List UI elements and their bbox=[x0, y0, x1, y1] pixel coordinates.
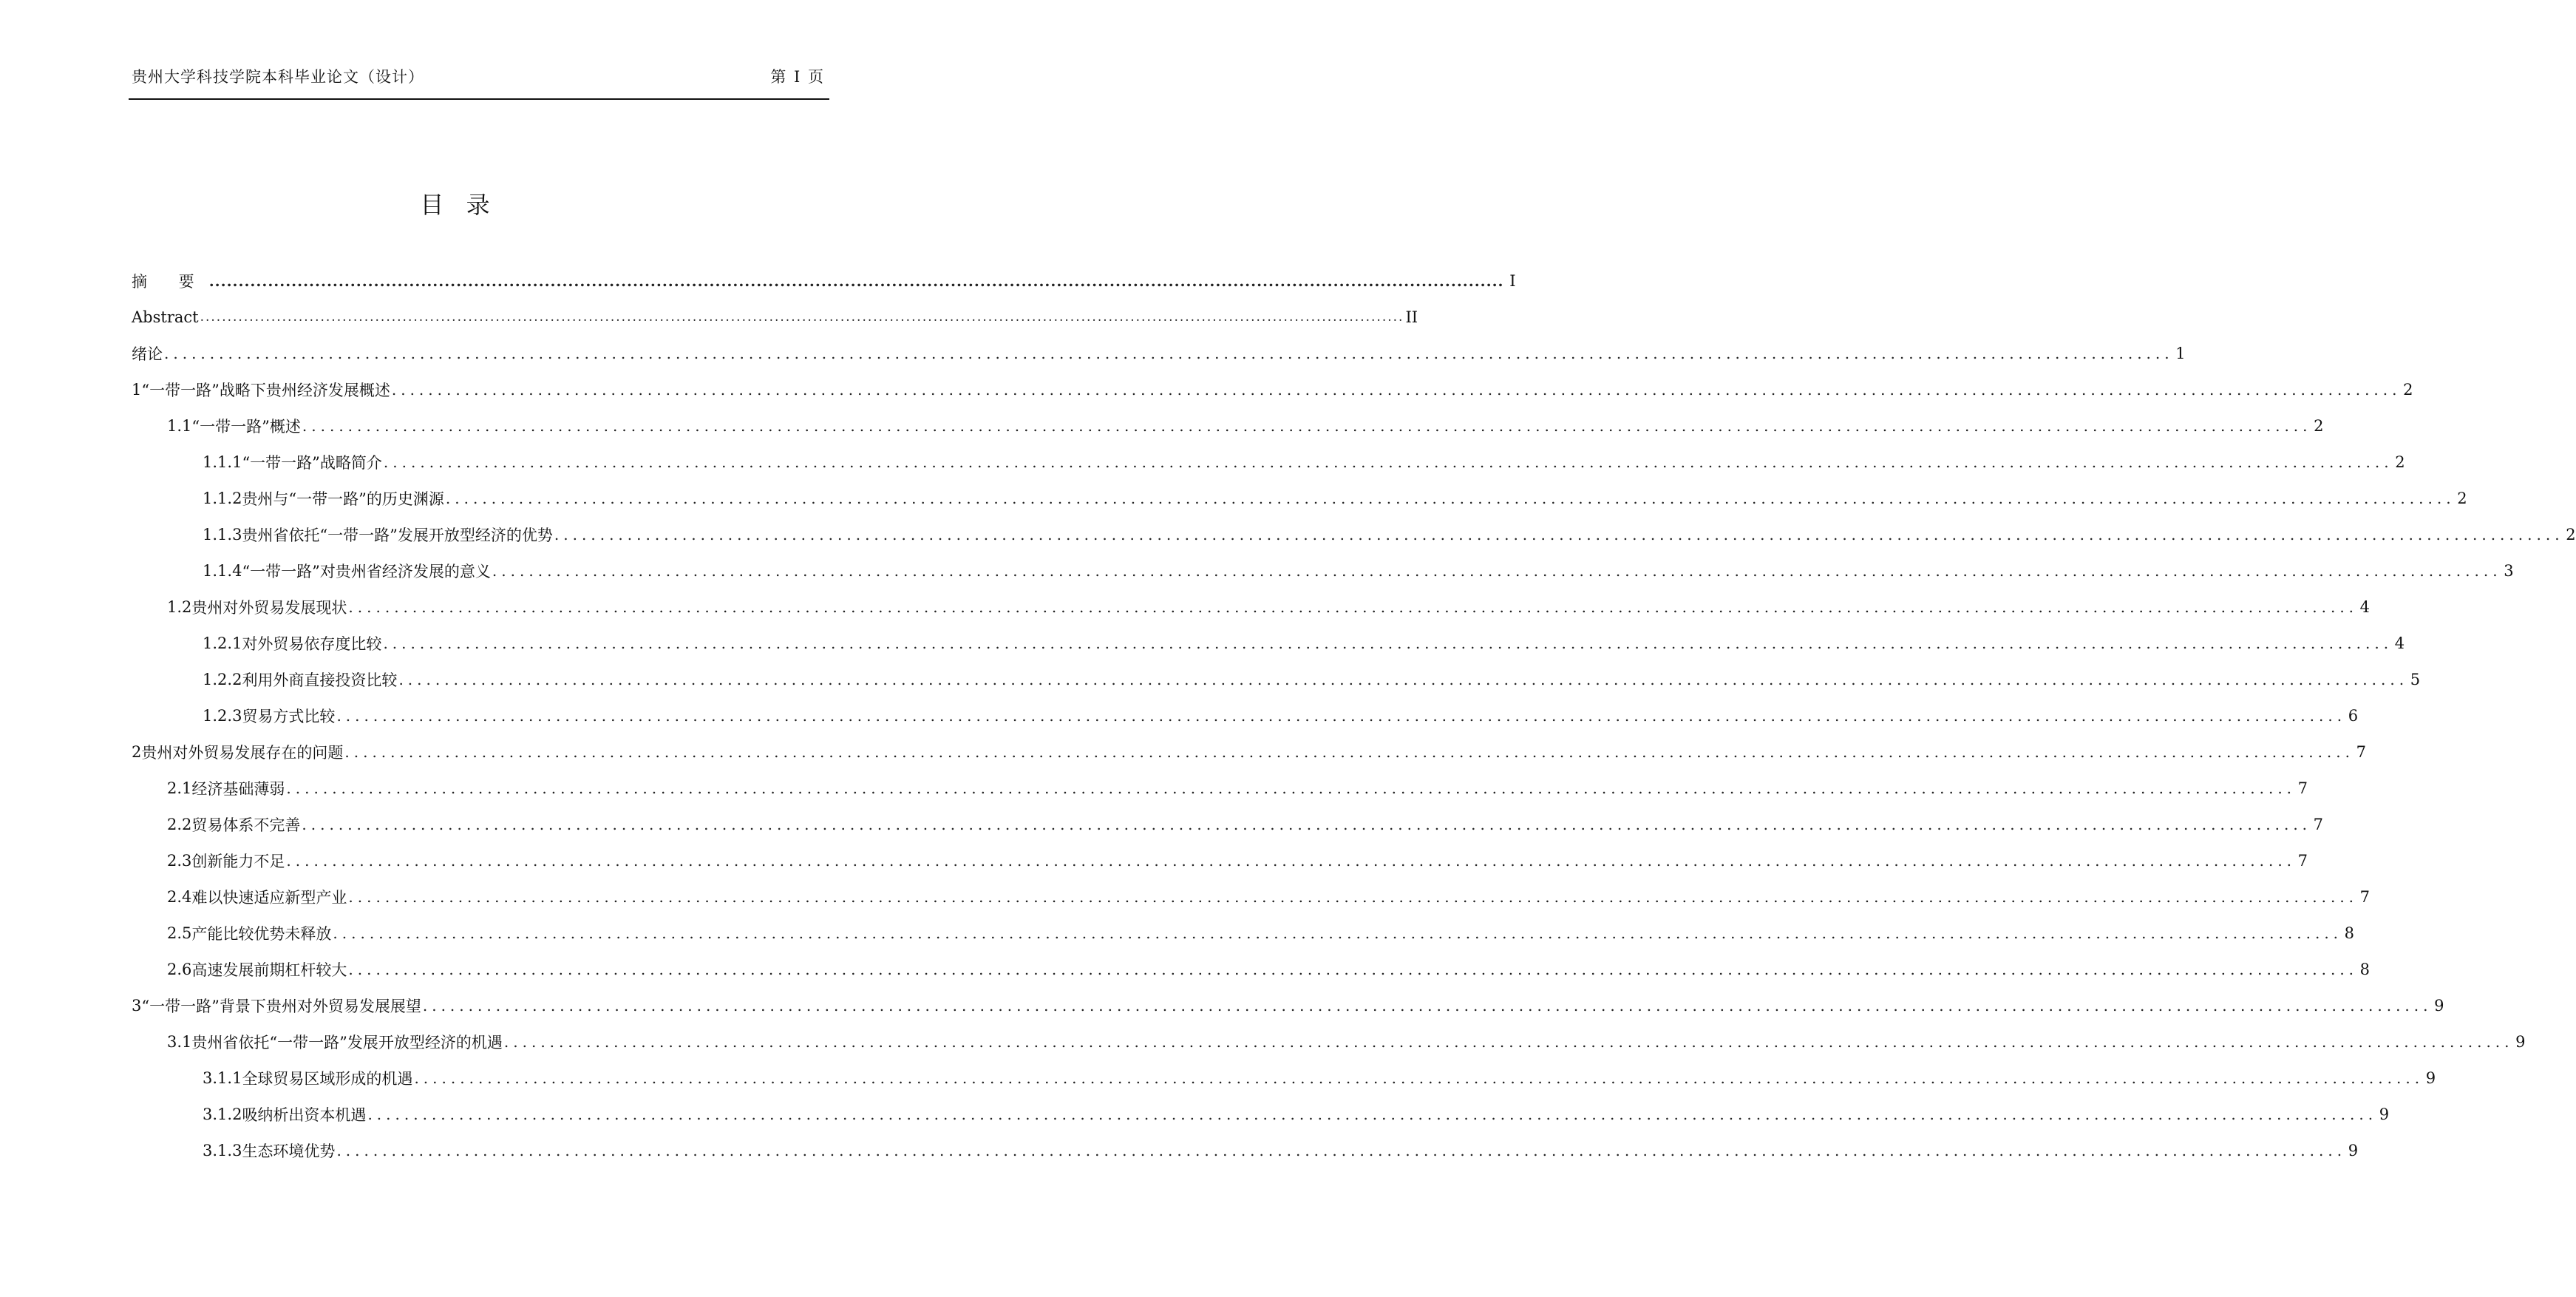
dot-leader: ............................................................................................................................................................................................................................ bbox=[398, 670, 2409, 688]
toc-entry-label: “一带一路”对贵州省经济发展的意义 bbox=[242, 562, 491, 580]
toc-entry[interactable] bbox=[132, 842, 2308, 878]
toc-entry[interactable] bbox=[132, 625, 2405, 661]
dot-leader: ............................................................................................................................................................................................................................ bbox=[554, 525, 2564, 543]
toc-entry[interactable] bbox=[132, 951, 2371, 987]
toc-entry-page-number: 9 bbox=[2348, 1141, 2359, 1159]
toc-entry-label: 贵州省依托“一带一路”发展开放型经济的机遇 bbox=[191, 1033, 503, 1052]
dot-leader: ............................................................................................................................................................................................................................ bbox=[383, 453, 2393, 471]
toc-entry-page-number: I bbox=[1509, 271, 1516, 290]
toc-entry-number: 1.2.2 bbox=[203, 670, 242, 688]
toc-entry-label: 对外贸易依存度比较 bbox=[242, 634, 382, 653]
toc-entry-number: 2.6 bbox=[167, 960, 192, 978]
dot-leader: ............................................................................................................................................................................................................................ bbox=[302, 815, 2312, 833]
toc-entry-label: 产能比较优势未释放 bbox=[191, 924, 332, 943]
toc-entry-page-number: 7 bbox=[2297, 851, 2308, 870]
toc-entry-label: 贸易体系不完善 bbox=[191, 816, 301, 834]
toc-entry[interactable] bbox=[132, 878, 2371, 915]
dot-leader: ............................................................................................................................................................................................................................ bbox=[348, 597, 2359, 616]
toc-entry-number: 1.1.2 bbox=[203, 489, 242, 507]
toc-entry-page-number: 1 bbox=[2175, 344, 2186, 362]
dot-leader: ............................................................................................................................................................................................................................ bbox=[336, 706, 2347, 725]
dot-leader: ............................................................................................................................................................................................................................ bbox=[286, 851, 2297, 870]
toc-entry-number: 2.4 bbox=[167, 887, 192, 906]
toc-entry-number: 1.1.1 bbox=[203, 453, 242, 471]
toc-entry-label: 摘 要 bbox=[132, 272, 208, 291]
toc-entry-label: 贵州对外贸易发展现状 bbox=[191, 598, 347, 617]
toc-entry-number: 2 bbox=[132, 742, 142, 761]
toc-entry-page-number: 2 bbox=[2403, 380, 2413, 399]
page-number-header: 第 I 页 bbox=[770, 68, 825, 86]
toc-entry-number: 3 bbox=[132, 996, 142, 1015]
toc-entry-number: 1.2.3 bbox=[203, 706, 242, 725]
dot-leader: ............................................................................................................................................................................................................................ bbox=[383, 634, 2393, 652]
toc-entry-label: 创新能力不足 bbox=[191, 852, 285, 870]
toc-entry[interactable] bbox=[132, 1096, 2390, 1132]
table-of-contents bbox=[132, 263, 2576, 1168]
toc-entry-label: 生态环境优势 bbox=[242, 1142, 336, 1160]
page-header bbox=[129, 65, 828, 95]
dot-leader: ............................................................................................................................................................................................................................ bbox=[391, 380, 2402, 399]
toc-entry[interactable] bbox=[132, 480, 2467, 516]
toc-entry-label: 贵州对外贸易发展存在的问题 bbox=[141, 743, 344, 762]
dot-leader: ............................................................................................................................................................................................................................ bbox=[344, 742, 2355, 761]
toc-entry-page-number: 6 bbox=[2348, 706, 2359, 725]
toc-entry-label: 高速发展前期杠杆较大 bbox=[191, 961, 347, 979]
toc-entry-number: 3.1 bbox=[167, 1032, 192, 1051]
toc-entry-page-number: 7 bbox=[2297, 779, 2308, 797]
toc-entry[interactable] bbox=[132, 1060, 2436, 1096]
toc-entry[interactable] bbox=[132, 770, 2308, 806]
toc-entry-page-number: 2 bbox=[2566, 525, 2576, 543]
toc-entry-page-number: 4 bbox=[2394, 634, 2405, 652]
toc-entry-label: 绪论 bbox=[132, 345, 163, 363]
dot-leader: ............................................................................................................................................................................................................................ bbox=[367, 1105, 2378, 1123]
toc-entry[interactable] bbox=[132, 697, 2359, 734]
toc-entry[interactable] bbox=[132, 552, 2514, 589]
toc-entry-number: 1.1.4 bbox=[203, 561, 242, 580]
toc-entry-page-number: 2 bbox=[2395, 453, 2405, 471]
toc-entry-label: Abstract bbox=[132, 308, 199, 326]
dot-leader: ............................................................................................................................................................................................................................ bbox=[348, 960, 2359, 978]
toc-entry-number: 1.1 bbox=[167, 416, 192, 435]
toc-entry-page-number: 8 bbox=[2359, 960, 2371, 978]
toc-entry-page-number: 3 bbox=[2504, 561, 2514, 580]
toc-entry-page-number: 9 bbox=[2515, 1032, 2526, 1051]
toc-entry[interactable] bbox=[132, 444, 2405, 480]
toc-entry[interactable] bbox=[132, 407, 2324, 444]
toc-title: 目 录 bbox=[420, 191, 497, 219]
toc-entry[interactable] bbox=[132, 806, 2324, 842]
toc-entry-page-number: 2 bbox=[2314, 416, 2324, 435]
toc-entry-page-number: 9 bbox=[2425, 1069, 2436, 1087]
toc-entry-page-number: 5 bbox=[2410, 670, 2421, 688]
toc-entry-page-number: 7 bbox=[2313, 815, 2324, 833]
toc-entry-label: 全球贸易区域形成的机遇 bbox=[242, 1069, 413, 1088]
dot-leader: ............................................................................................................................................................................................................................ bbox=[200, 309, 1404, 325]
dot-leader: ............................................................................................................................................................................................................................ bbox=[422, 996, 2433, 1015]
toc-entry-label: 难以快速适应新型产业 bbox=[191, 888, 347, 907]
dot-leader: ............................................................................................................................................................................................................................ bbox=[302, 416, 2312, 435]
dot-leader: ............................................................................................................................................................................................................................ bbox=[333, 924, 2343, 942]
toc-entry-page-number: 7 bbox=[2359, 887, 2371, 906]
toc-entry-number: 3.1.1 bbox=[203, 1069, 242, 1087]
toc-entry-label: “一带一路”战略下贵州经济发展概述 bbox=[141, 381, 390, 399]
toc-entry-label: “一带一路”战略简介 bbox=[242, 453, 382, 472]
toc-entry-number: 2.5 bbox=[167, 924, 192, 942]
dot-leader: ............................................................................................................................................................................................................................ bbox=[208, 271, 1504, 290]
thesis-header-title: 贵州大学科技学院本科毕业论文（设计） bbox=[132, 68, 424, 86]
dot-leader: ............................................................................................................................................................................................................................ bbox=[492, 561, 2502, 580]
toc-entry-page-number: II bbox=[1405, 308, 1418, 326]
toc-entry-label: 经济基础薄弱 bbox=[191, 779, 285, 798]
toc-entry[interactable] bbox=[132, 589, 2371, 625]
header-rule bbox=[129, 98, 829, 100]
toc-entry-number: 1.1.3 bbox=[203, 525, 242, 543]
toc-entry[interactable] bbox=[132, 299, 1418, 335]
toc-entry[interactable] bbox=[132, 516, 2576, 552]
toc-entry-label: “一带一路”背景下贵州对外贸易发展展望 bbox=[141, 997, 421, 1015]
toc-entry-page-number: 2 bbox=[2457, 489, 2467, 507]
toc-entry[interactable] bbox=[132, 987, 2444, 1023]
toc-entry[interactable] bbox=[132, 371, 2413, 407]
toc-entry-number: 2.1 bbox=[167, 779, 192, 797]
toc-entry-page-number: 8 bbox=[2344, 924, 2355, 942]
toc-entry-label: 贵州与“一带一路”的历史渊源 bbox=[242, 490, 444, 508]
toc-entry-number: 2.2 bbox=[167, 815, 192, 833]
toc-entry-page-number: 9 bbox=[2379, 1105, 2390, 1123]
toc-entry-number: 3.1.2 bbox=[203, 1105, 242, 1123]
toc-entry-page-number: 9 bbox=[2434, 996, 2444, 1015]
dot-leader: ............................................................................................................................................................................................................................ bbox=[164, 344, 2174, 362]
toc-entry-label: 贵州省依托“一带一路”发展开放型经济的优势 bbox=[242, 526, 553, 544]
toc-entry-label: 吸纳析出资本机遇 bbox=[242, 1105, 367, 1124]
toc-entry[interactable] bbox=[132, 734, 2367, 770]
toc-entry[interactable] bbox=[132, 661, 2421, 697]
toc-entry[interactable] bbox=[132, 1023, 2526, 1060]
toc-entry-label: 贸易方式比较 bbox=[242, 707, 336, 725]
toc-entry[interactable] bbox=[132, 915, 2355, 951]
toc-entry[interactable] bbox=[132, 335, 2186, 371]
dot-leader: ............................................................................................................................................................................................................................ bbox=[286, 779, 2297, 797]
toc-entry-number: 3.1.3 bbox=[203, 1141, 242, 1159]
toc-entry[interactable] bbox=[132, 263, 1516, 299]
dot-leader: ............................................................................................................................................................................................................................ bbox=[348, 887, 2359, 906]
dot-leader: ............................................................................................................................................................................................................................ bbox=[414, 1069, 2424, 1087]
toc-entry-number: 1.2 bbox=[167, 597, 192, 616]
toc-entry[interactable] bbox=[132, 1132, 2359, 1168]
toc-entry-number: 2.3 bbox=[167, 851, 192, 870]
dot-leader: ............................................................................................................................................................................................................................ bbox=[503, 1032, 2514, 1051]
toc-entry-page-number: 7 bbox=[2356, 742, 2367, 761]
toc-entry-number: 1 bbox=[132, 380, 142, 399]
toc-entry-label: “一带一路”概述 bbox=[191, 417, 301, 436]
toc-entry-label: 利用外商直接投资比较 bbox=[242, 671, 398, 689]
toc-entry-page-number: 4 bbox=[2359, 597, 2371, 616]
toc-entry-number: 1.2.1 bbox=[203, 634, 242, 652]
dot-leader: ............................................................................................................................................................................................................................ bbox=[445, 489, 2456, 507]
dot-leader: ............................................................................................................................................................................................................................ bbox=[336, 1141, 2347, 1159]
